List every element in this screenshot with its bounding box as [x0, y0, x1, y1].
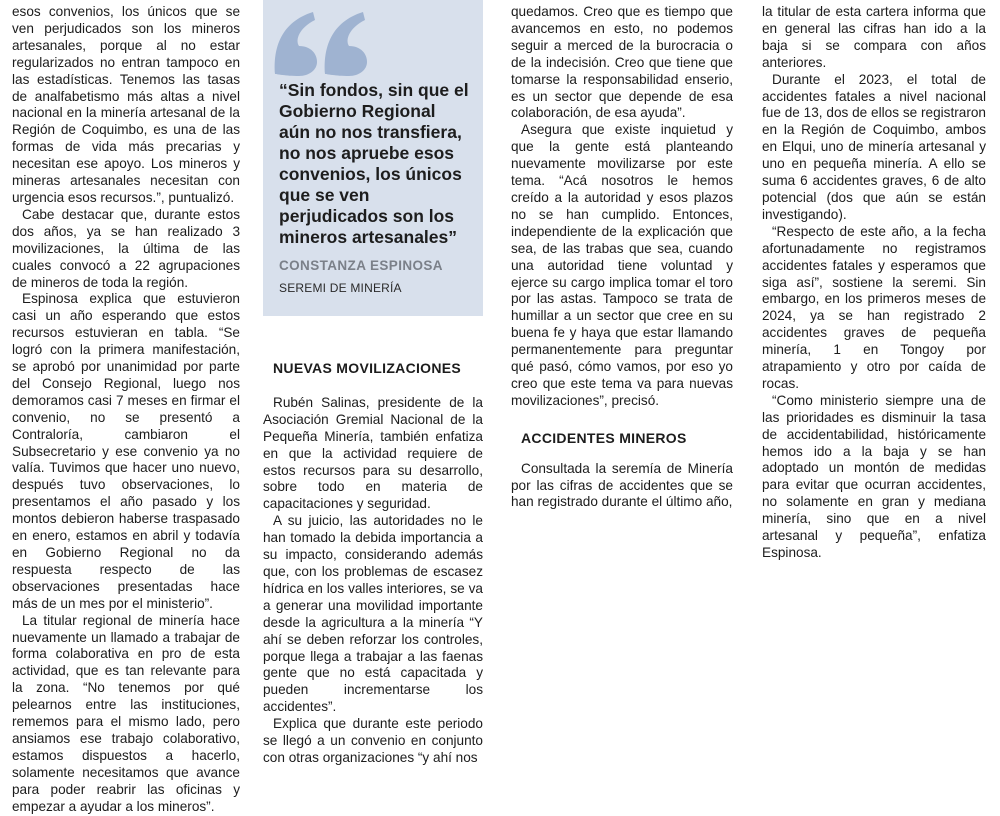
paragraph: la titular de esta cartera informa que en general las cifras han ido a la baja si se compara con años anteriores. — [762, 4, 986, 70]
paragraph: La titular regional de minería hace nuevamente un llamado a trabajar de forma colaborativa en pro de esta actividad, que es tan relevante para la zona. “No tenemos por qué pelearnos entre las instituciones, rememos para el mismo lado, pero ansiamos ese trabajo colaborativo, estamos dispuestos a hacerlo, solamente necesitamos que avance para poder reabrir las oficinas y empezar a ayudar a los mineros”. — [12, 612, 240, 814]
paragraph: Rubén Salinas, presidente de la Asociación Gremial Nacional de la Pequeña Minería, también enfatiza en que la actividad requiere de estos recursos para su desarrollo, sobre todo en materia de capacitaciones y seguridad. — [263, 394, 483, 512]
paragraph: Cabe destacar que, durante estos dos años, ya se han realizado 3 movilizaciones, la última de las cuales convocó a 22 agrupaciones de mineros de toda la región. — [12, 206, 240, 290]
quote-author: CONSTANZA ESPINOSA — [279, 258, 443, 273]
pull-quote-box — [263, 0, 483, 316]
article-column-3 — [511, 4, 733, 511]
paragraph: Explica que durante este periodo se llegó a un convenio en conjunto con otras organizaciones “y ahí nos — [263, 716, 483, 765]
article-column-2 — [263, 0, 483, 767]
paragraph: Asegura que existe inquietud y que la gente está planteando nuevamente movilizarse por este tema. “Acá nosotros le hemos creído a la autoridad y esos plazos no se han cumplido. Entonces, independiente de la explicación que sea, de las trabas que sea, cuando una autoridad tiene voluntad y ejerce su cargo implica tomar el toro por las astas. Tampoco se trata de humillar a un sector que cree en su buena fe y haya que estar llamando permanentemente para preguntar qué pasó, cómo vamos, por eso yo creo que este tema va para nuevas movilizaciones”, precisó. — [511, 122, 733, 408]
pull-quote-text: “Sin fondos, sin que el Gobierno Regional aún no nos transfiera, no nos apruebe esos convenios, los únicos que se ven perjudicados son los mineros artesanales” — [279, 80, 469, 247]
paragraph: quedamos. Creo que es tiempo que avancemos en esto, no podemos seguir a merced de la burocracia o de la indecisión. Creo que tiene que tomarse la responsabilidad enserio, es un sector que depende de esa colaboración, de esa ayuda”. — [511, 4, 733, 121]
section-heading: ACCIDENTES MINEROS — [521, 429, 687, 446]
paragraph: Espinosa explica que estuvieron casi un año esperando que estos recursos estuvieran en tabla. “Se logró con la primera manifestación, se aprobó por unanimidad por parte del Consejo Regional, luego nos demoramos casi 7 meses en firmar el convenio, no se presentó a Contraloría, cambiaron el Subsecretario y ese convenio ya no valía. Tuvimos que hacer uno nuevo, después tuvo observaciones, lo presentamos el año pasado y los montos debieron haberse traspasado en enero, estamos en abril y todavía en Gobierno Regional no da respuesta respecto de las observaciones presentadas hace más de un mes por el ministerio”. — [12, 291, 240, 611]
quote-author-role: SEREMI DE MINERÍA — [279, 280, 402, 295]
paragraph: A su juicio, las autoridades no le han tomado la debida importancia a su impacto, considerando además que, con los problemas de escasez hídrica en los valles interiores, se va a generar una movilidad importante desde la agricultura a la minería “Y ahí se deben reforzar los controles, porque llega a trabajar a las faenas gente que no está capacitada y pueden incrementarse los accidentes”. — [263, 513, 483, 715]
article-column-1 — [12, 4, 240, 816]
paragraph: esos convenios, los únicos que se ven perjudicados son los mineros artesanales, porque al no estar regularizados no entran tampoco en las estadísticas. Tenemos las tasas de analfabetismo más altas a nivel nacional en la minería artesanal de la Región de Coquimbo, es una de las formas de vida más precarias y necesitan ese apoyo. Los mineros y mineras artesanales necesitan con urgencia esos recursos.”, puntualizó. — [12, 4, 240, 205]
quotation-mark-icon — [271, 8, 371, 78]
section-heading: NUEVAS MOVILIZACIONES — [273, 360, 462, 376]
paragraph: Durante el 2023, el total de accidentes fatales a nivel nacional fue de 13, dos de ellos se registraron en la Región de Coquimbo, ambos en Elqui, uno de minería artesanal y uno en pequeña minería. A ello se suma 6 accidentes graves, 6 de alto potencial (dos que aún se están investigando). — [762, 71, 986, 222]
paragraph: Consultada la seremía de Minería por las cifras de accidentes que se han registrado durante el último año, — [511, 460, 733, 510]
article-column-4 — [762, 4, 986, 562]
paragraph: “Respecto de este año, a la fecha afortunadamente no registramos accidentes fatales y esperamos que siga así”, sostiene la seremi. Sin embargo, en los primeros meses de 2024, ya se han registrado 2 accidentes graves de pequeña minería, 1 en Tongoy por atrapamiento y otro por caída de rocas. — [762, 223, 986, 391]
paragraph: “Como ministerio siempre una de las prioridades es disminuir la tasa de accidentabilidad, históricamente hemos ido a la baja y se han adoptado un montón de medidas para evitar que ocurran accidentes, no solamente en gran y mediana minería, sino que en a nivel artesanal y pequeña”, enfatiza Espinosa. — [762, 392, 986, 560]
